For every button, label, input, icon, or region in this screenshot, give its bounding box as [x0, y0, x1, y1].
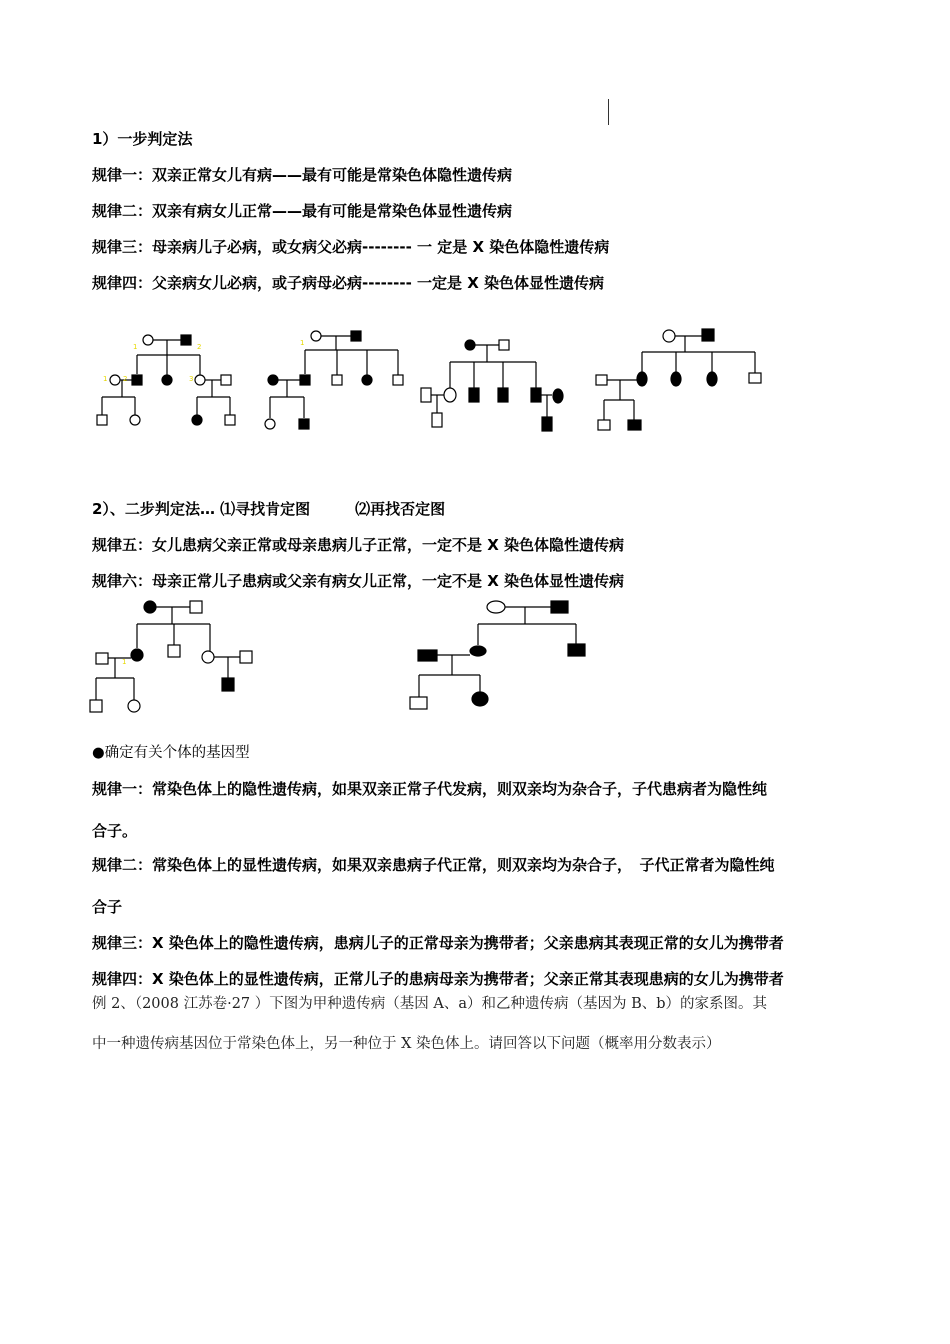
svg-text:1: 1	[122, 658, 127, 666]
svg-text:1: 1	[103, 375, 108, 383]
pedigree-5	[90, 601, 252, 712]
svg-text:2: 2	[123, 375, 128, 383]
pedigree-6	[410, 601, 585, 709]
pedigree-1	[97, 335, 235, 425]
genotype-rule-2b: 合子	[92, 898, 123, 916]
svg-text:1: 1	[300, 339, 305, 347]
pedigree-2	[265, 331, 403, 429]
svg-text:3: 3	[189, 375, 194, 383]
pedigree-3	[421, 340, 563, 431]
genotype-rule-3: 规律三：X 染色体上的隐性遗传病，患病儿子的正常母亲为携带者；父亲患病其表现正常的女儿为携带者	[92, 934, 784, 952]
genotype-rule-2a: 规律二：常染色体上的显性遗传病，如果双亲患病子代正常，则双亲均为杂合子， 子代正常者为隐性纯	[92, 856, 775, 874]
rule-2: 规律二：双亲有病女儿正常——最有可能是常染色体显性遗传病	[92, 202, 513, 220]
pedigree-4	[596, 329, 761, 430]
rule-1: 规律一：双亲正常女儿有病——最有可能是常染色体隐性遗传病	[92, 166, 513, 184]
rule-4: 规律四：父亲病女儿必病，或子病母必病-------- 一定是 X 染色体显性遗传病	[92, 274, 605, 292]
rule-6: 规律六：母亲正常儿子患病或父亲有病女儿正常，一定不是 X 染色体显性遗传病	[92, 572, 625, 590]
example-line-2: 中一种遗传病基因位于常染色体上，另一种位于 X 染色体上。请回答以下问题（概率用分数表示）	[92, 1036, 721, 1052]
genotype-rule-1b: 合子。	[92, 822, 138, 840]
rule-5: 规律五：女儿患病父亲正常或母亲患病儿子正常，一定不是 X 染色体隐性遗传病	[92, 536, 625, 554]
section2-heading: 2）、二步判定法… ⑴寻找肯定图 ⑵再找否定图	[92, 500, 446, 518]
genotype-rule-4: 规律四：X 染色体上的显性遗传病，正常儿子的患病母亲为携带者；父亲正常其表现患病的女儿为携带者	[92, 970, 784, 988]
genotype-rule-1a: 规律一：常染色体上的隐性遗传病，如果双亲正常子代发病，则双亲均为杂合子，子代患病者为隐性纯	[92, 780, 768, 798]
section1-heading: 1）一步判定法	[92, 130, 193, 148]
example-line-1: 例 2、（2008 江苏卷·27 ）下图为甲种遗传病（基因 A、a）和乙种遗传病（基因为 B、b）的家系图。其	[92, 996, 768, 1012]
section3-heading: ●确定有关个体的基因型	[92, 745, 250, 761]
svg-text:1: 1	[133, 343, 138, 351]
svg-text:2: 2	[197, 343, 202, 351]
rule-3: 规律三：母亲病儿子必病，或女病父必病-------- 一 定是 X 染色体隐性遗传病	[92, 238, 610, 256]
